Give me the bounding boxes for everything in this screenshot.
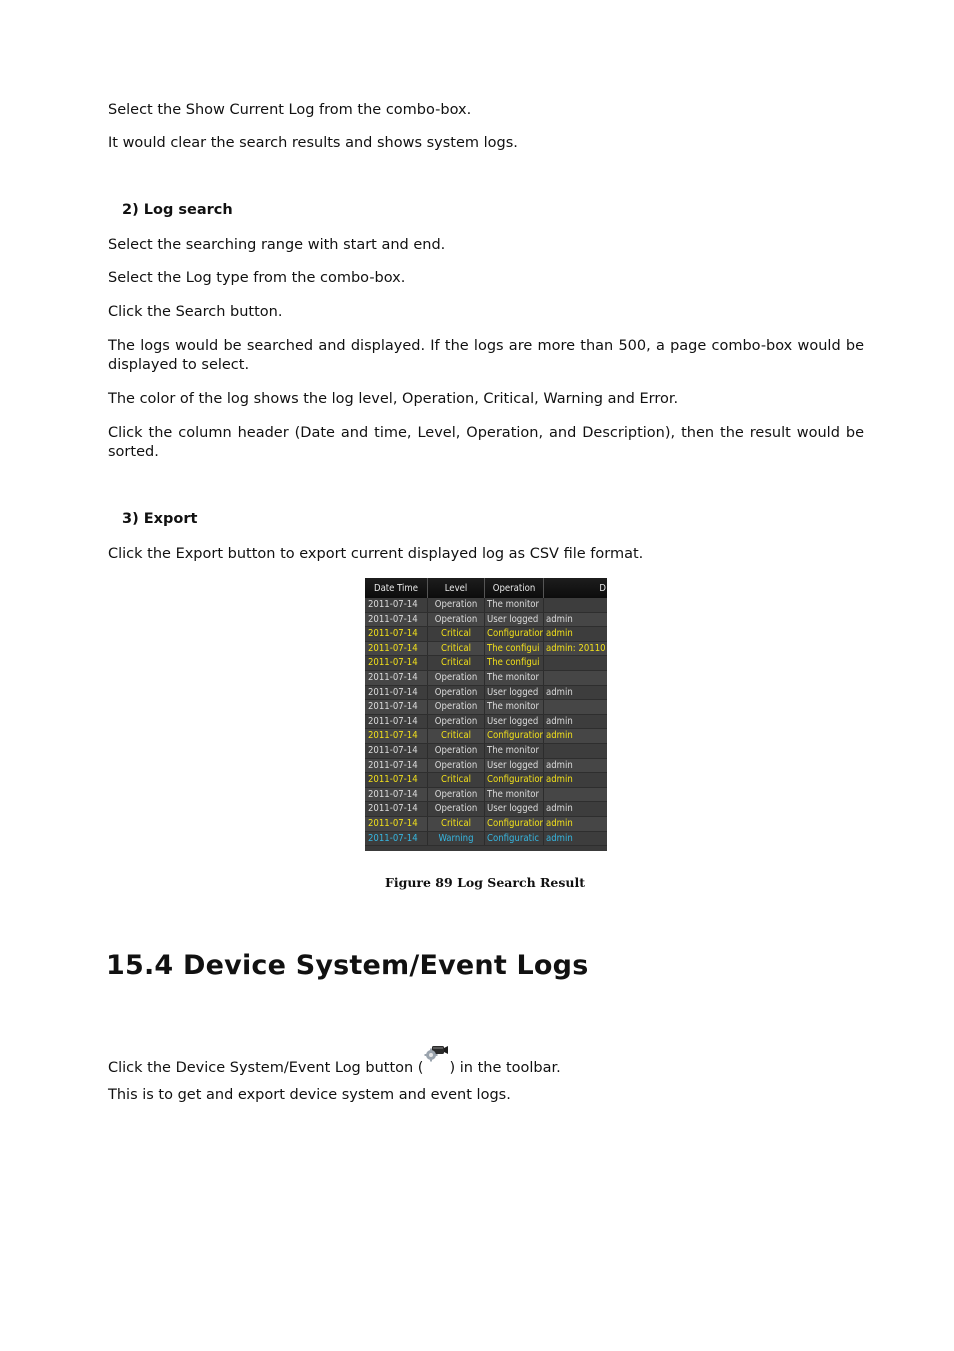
log-description-cell: admin: 20110 (546, 642, 606, 654)
table-row[interactable] (365, 642, 607, 657)
log-date-cell: 2011-07-14 (365, 744, 428, 758)
paragraph: The color of the log shows the log level, Operation, Critical, Warning and Error. (108, 391, 679, 407)
log-level-cell: Operation (428, 788, 485, 802)
log-date-cell: 2011-07-14 (365, 671, 428, 685)
log-level-cell: Critical (428, 729, 485, 743)
log-description-cell: admin (546, 803, 573, 815)
log-level-cell: Operation (428, 802, 485, 816)
figure-caption (0, 875, 954, 890)
log-description-cell: admin (546, 715, 573, 727)
paragraph: Click the Export button to export current displayed log as CSV file format. (108, 546, 644, 562)
log-operation-cell: Configuratior (487, 817, 544, 829)
log-level-cell: Operation (428, 686, 485, 700)
log-level-cell: Critical (428, 817, 485, 831)
table-row[interactable] (365, 656, 607, 671)
log-operation-cell: User logged (485, 802, 544, 816)
log-date-cell: 2011-07-14 (365, 817, 428, 831)
table-row[interactable] (365, 686, 607, 701)
paragraph: It would clear the search results and shows system logs. (108, 135, 518, 151)
log-date-cell: 2011-07-14 (365, 729, 428, 743)
log-description-cell: admin (546, 774, 573, 786)
log-operation-cell: User logged (485, 613, 544, 627)
table-row[interactable] (365, 613, 607, 628)
log-level-cell: Critical (428, 773, 485, 787)
table-row[interactable] (365, 598, 607, 613)
log-level-cell: Critical (428, 642, 485, 656)
section-heading-export: 3) Export (122, 511, 198, 527)
paragraph (108, 1052, 864, 1078)
table-row[interactable] (365, 729, 607, 744)
log-date-cell: 2011-07-14 (365, 802, 428, 816)
log-search-result-table (365, 578, 607, 851)
log-description-cell: admin (546, 817, 573, 829)
table-row[interactable] (365, 759, 607, 774)
table-row[interactable] (365, 715, 607, 730)
log-table-header (365, 578, 607, 598)
paragraph-text: Click the Device System/Event Log button ( (108, 1060, 424, 1076)
log-level-cell: Operation (428, 759, 485, 773)
log-table-body (365, 598, 607, 846)
table-row[interactable] (365, 802, 607, 817)
table-row[interactable] (365, 817, 607, 832)
log-operation-cell: The monitor (485, 671, 544, 685)
column-header-operation[interactable]: Operation (485, 578, 544, 598)
log-description-cell: admin (546, 730, 573, 742)
log-operation-cell: The monitor (485, 700, 544, 714)
log-level-cell: Operation (428, 598, 485, 612)
paragraph: The logs would be searched and displayed. If the logs are more than 500, a page combo-box would be displayed to select. (108, 338, 864, 373)
log-description-cell: admin (546, 628, 573, 640)
log-level-cell: Critical (428, 627, 485, 641)
paragraph: Click the Search button. (108, 304, 283, 320)
log-description-cell: admin (546, 832, 573, 844)
section-heading-log-search: 2) Log search (122, 202, 233, 218)
section-heading-15-4: 15.4 Device System/Event Logs (106, 950, 589, 981)
log-date-cell: 2011-07-14 (365, 627, 428, 641)
paragraph: This is to get and export device system and event logs. (108, 1087, 511, 1103)
log-level-cell: Operation (428, 671, 485, 685)
paragraph: Select the searching range with start and end. (108, 237, 446, 253)
column-header-level[interactable]: Level (428, 578, 485, 598)
log-operation-cell: Configuratior (487, 774, 544, 786)
log-date-cell: 2011-07-14 (365, 773, 428, 787)
log-date-cell: 2011-07-14 (365, 613, 428, 627)
log-level-cell: Critical (428, 656, 485, 670)
table-row[interactable] (365, 744, 607, 759)
log-description-cell (544, 788, 607, 802)
log-date-cell: 2011-07-14 (365, 832, 428, 846)
log-date-cell: 2011-07-14 (365, 700, 428, 714)
paragraph-text: ) in the toolbar. (449, 1060, 561, 1076)
log-date-cell: 2011-07-14 (365, 686, 428, 700)
log-description-cell: admin (546, 613, 573, 625)
table-row[interactable] (365, 788, 607, 803)
log-description-cell (544, 656, 607, 670)
log-date-cell: 2011-07-14 (365, 598, 428, 612)
log-date-cell: 2011-07-14 (365, 642, 428, 656)
log-operation-cell: Configuratic (485, 832, 544, 846)
log-operation-cell: User logged (485, 759, 544, 773)
log-operation-cell: Configuratior (487, 628, 544, 640)
log-description-cell (544, 700, 607, 714)
log-operation-cell: The configui (485, 656, 544, 670)
paragraph: Select the Log type from the combo-box. (108, 270, 406, 286)
paragraph: Select the Show Current Log from the combo-box. (108, 102, 472, 118)
log-operation-cell: User logged (485, 715, 544, 729)
table-row[interactable] (365, 700, 607, 715)
log-level-cell: Warning (428, 832, 485, 846)
log-description-cell (544, 744, 607, 758)
log-operation-cell: The monitor (485, 788, 544, 802)
column-header-description[interactable]: D (599, 583, 606, 594)
log-operation-cell: Configuratior (487, 730, 544, 742)
log-level-cell: Operation (428, 613, 485, 627)
log-level-cell: Operation (428, 744, 485, 758)
log-date-cell: 2011-07-14 (365, 715, 428, 729)
log-date-cell: 2011-07-14 (365, 788, 428, 802)
table-row[interactable] (365, 832, 607, 847)
log-operation-cell: User logged (485, 686, 544, 700)
log-description-cell: admin (546, 759, 573, 771)
log-description-cell (544, 671, 607, 685)
camera-gear-icon (423, 1052, 449, 1074)
table-row[interactable] (365, 671, 607, 686)
table-row[interactable] (365, 773, 607, 788)
log-level-cell: Operation (428, 700, 485, 714)
log-operation-cell: The configui (485, 642, 544, 656)
log-operation-cell: The monitor (485, 598, 544, 612)
table-row[interactable] (365, 627, 607, 642)
log-operation-cell: The monitor (485, 744, 544, 758)
column-header-date-time[interactable]: Date Time (365, 578, 428, 598)
paragraph: Click the column header (Date and time, Level, Operation, and Description), then the result would be sorted. (108, 425, 864, 460)
log-description-cell (544, 598, 607, 612)
log-level-cell: Operation (428, 715, 485, 729)
log-description-cell: admin (546, 686, 573, 698)
log-date-cell: 2011-07-14 (365, 656, 428, 670)
log-date-cell: 2011-07-14 (365, 759, 428, 773)
figure-label: Figure 89 (384, 875, 453, 890)
figure-title: Log Search Result (457, 875, 586, 890)
